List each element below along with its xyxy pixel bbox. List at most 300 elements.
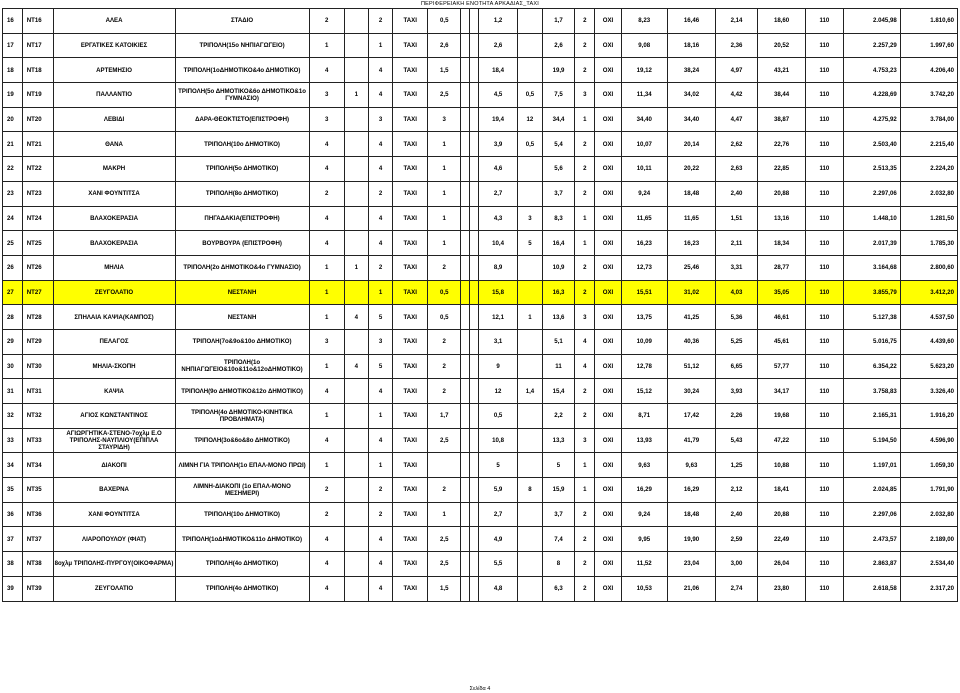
table-cell: ΤΑΧΙ: [393, 83, 428, 108]
table-cell: 5: [368, 354, 392, 379]
table-cell: 4,47: [716, 107, 758, 132]
table-cell: 34,02: [667, 83, 715, 108]
table-cell: 10,07: [621, 132, 667, 157]
table-cell: 1: [575, 453, 595, 478]
table-cell: [470, 404, 479, 429]
table-cell: 31,02: [667, 280, 715, 305]
table-cell: 2.297,06: [843, 502, 900, 527]
table-cell: 1,5: [428, 58, 461, 83]
table-cell: [344, 132, 368, 157]
table-cell: 2,40: [716, 181, 758, 206]
table-cell: [461, 404, 470, 429]
table-cell: [461, 58, 470, 83]
table-cell: [344, 502, 368, 527]
table-cell: [461, 552, 470, 577]
table-cell: 4.753,23: [843, 58, 900, 83]
table-cell: [470, 576, 479, 601]
table-cell: 110: [806, 58, 843, 83]
table-cell: 110: [806, 552, 843, 577]
table-cell: NT24: [22, 206, 53, 231]
table-cell: ΟΧΙ: [595, 231, 621, 256]
table-cell: 5.194,50: [843, 428, 900, 453]
table-cell: 110: [806, 478, 843, 503]
table-cell: 2: [575, 576, 595, 601]
table-cell: 13,93: [621, 428, 667, 453]
table-cell: 110: [806, 181, 843, 206]
table-cell: 2: [575, 502, 595, 527]
table-cell: ΤΑΧΙ: [393, 206, 428, 231]
table-cell: 0,5: [518, 83, 542, 108]
table-cell: 4,8: [478, 576, 518, 601]
table-cell: ΒΛΑΧΟΚΕΡΑΣΙΑ: [53, 231, 175, 256]
table-cell: 1: [428, 206, 461, 231]
table-cell: 1.059,30: [900, 453, 957, 478]
table-cell: [470, 329, 479, 354]
table-cell: 1: [309, 33, 344, 58]
table-cell: 2: [575, 33, 595, 58]
table-cell: ΟΧΙ: [595, 478, 621, 503]
table-cell: 2: [368, 255, 392, 280]
table-cell: 5,25: [716, 329, 758, 354]
table-cell: ΤΑΧΙ: [393, 404, 428, 429]
table-row: [3, 157, 958, 182]
table-cell: 4,5: [478, 83, 518, 108]
table-cell: ΟΧΙ: [595, 404, 621, 429]
table-cell: 38,44: [757, 83, 805, 108]
table-cell: 5,9: [478, 478, 518, 503]
table-cell: 0,5: [478, 404, 518, 429]
table-cell: 110: [806, 428, 843, 453]
table-cell: 20,22: [667, 157, 715, 182]
table-cell: 1: [428, 132, 461, 157]
table-cell: 2: [575, 132, 595, 157]
table-cell: ΛΙΜΝΗ-ΔΙΑΚΟΠΙ (1ο ΕΠΑΛ-ΜΟΝΟ ΜΕΣΗΜΕΡΙ): [175, 478, 309, 503]
table-cell: 1: [428, 502, 461, 527]
table-cell: 110: [806, 453, 843, 478]
table-cell: 25,46: [667, 255, 715, 280]
table-cell: 2.534,40: [900, 552, 957, 577]
table-cell: 2.017,39: [843, 231, 900, 256]
table-cell: 11,65: [667, 206, 715, 231]
table-cell: ΤΡΙΠΟΛΗ(10ο ΔΗΜΟΤΙΚΟ): [175, 502, 309, 527]
table-cell: 110: [806, 255, 843, 280]
table-cell: 3,7: [542, 502, 575, 527]
table-cell: 39: [3, 576, 23, 601]
table-cell: ΤΑΧΙ: [393, 181, 428, 206]
table-cell: [461, 33, 470, 58]
table-cell: NT27: [22, 280, 53, 305]
table-cell: 2: [575, 280, 595, 305]
table-row: [3, 231, 958, 256]
routes-table: [2, 8, 958, 602]
table-cell: [518, 576, 542, 601]
table-cell: 2: [309, 478, 344, 503]
table-cell: 17: [3, 33, 23, 58]
table-cell: [470, 83, 479, 108]
table-cell: 30,24: [667, 379, 715, 404]
table-cell: [461, 502, 470, 527]
table-cell: [461, 527, 470, 552]
table-cell: 4: [368, 157, 392, 182]
table-cell: 3.164,68: [843, 255, 900, 280]
table-cell: 110: [806, 404, 843, 429]
table-cell: [470, 502, 479, 527]
table-cell: 1: [428, 231, 461, 256]
table-cell: 5: [518, 231, 542, 256]
table-cell: 12: [478, 379, 518, 404]
table-cell: 22,85: [757, 157, 805, 182]
table-cell: ΟΧΙ: [595, 83, 621, 108]
table-cell: ΜΑΚΡΗ: [53, 157, 175, 182]
table-cell: ΤΡΙΠΟΛΗ(4ο ΔΗΜΟΤΙΚΟ): [175, 576, 309, 601]
table-cell: ΤΡΙΠΟΛΗ(1ο ΝΗΠΙΑΓΩΓΕΙΟ&10ο&11ο&12οΔΗΜΟΤΙΚΟ): [175, 354, 309, 379]
table-row: [3, 502, 958, 527]
table-cell: [518, 502, 542, 527]
table-cell: 34,17: [757, 379, 805, 404]
table-cell: 16,29: [667, 478, 715, 503]
table-cell: 18,48: [667, 181, 715, 206]
table-cell: ΛΙΜΝΗ ΓΙΑ ΤΡΙΠΟΛΗ(1ο ΕΠΑΛ-ΜΟΝΟ ΠΡΩΙ): [175, 453, 309, 478]
table-cell: ΤΡΙΠΟΛΗ(5ο ΔΗΜΟΤΙΚΟ): [175, 157, 309, 182]
table-cell: ΤΑΧΙ: [393, 428, 428, 453]
table-cell: ΤΑΧΙ: [393, 255, 428, 280]
table-cell: [344, 181, 368, 206]
table-cell: [344, 552, 368, 577]
table-cell: 110: [806, 132, 843, 157]
table-cell: [344, 157, 368, 182]
table-cell: ΤΡΙΠΟΛΗ(10ο ΔΗΜΟΤΙΚΟ): [175, 132, 309, 157]
table-cell: [461, 9, 470, 34]
table-cell: [518, 58, 542, 83]
table-cell: 2,74: [716, 576, 758, 601]
table-cell: ΤΡΙΠΟΛΗ(1οΔΗΜΟΤΙΚΟ&4ο ΔΗΜΟΤΙΚΟ): [175, 58, 309, 83]
table-cell: [470, 305, 479, 330]
table-cell: 37: [3, 527, 23, 552]
table-cell: 21: [3, 132, 23, 157]
table-cell: [344, 379, 368, 404]
table-cell: ΑΓΙΩΡΓΗΤΙΚΑ-ΣΤΕΝΟ-7οχλμ Ε.Ο ΤΡΙΠΟΛΗΣ-ΝΑΥΠΛΙΟΥ(ΕΠΙΠΛΑ ΣΤΑΥΡΙΔΗ): [53, 428, 175, 453]
table-cell: ΟΧΙ: [595, 255, 621, 280]
table-cell: 2.800,60: [900, 255, 957, 280]
table-cell: 110: [806, 305, 843, 330]
table-row: [3, 552, 958, 577]
table-cell: 8,23: [621, 9, 667, 34]
table-cell: ΟΧΙ: [595, 453, 621, 478]
table-cell: 4: [575, 354, 595, 379]
table-cell: 15,4: [542, 379, 575, 404]
table-cell: 5.016,75: [843, 329, 900, 354]
table-cell: 2: [575, 255, 595, 280]
table-cell: 8,71: [621, 404, 667, 429]
table-cell: 3: [309, 329, 344, 354]
table-cell: [461, 231, 470, 256]
table-cell: 2,6: [428, 33, 461, 58]
table-cell: 1: [368, 33, 392, 58]
table-cell: ΖΕΥΓΟΛΑΤΙΟ: [53, 280, 175, 305]
table-cell: 110: [806, 33, 843, 58]
table-cell: 4: [309, 576, 344, 601]
table-cell: 2,62: [716, 132, 758, 157]
table-cell: 18,60: [757, 9, 805, 34]
table-cell: 4: [309, 552, 344, 577]
table-cell: [518, 453, 542, 478]
table-cell: ΟΧΙ: [595, 181, 621, 206]
table-cell: ΒΟΥΡΒΟΥΡΑ (ΕΠΙΣΤΡΟΦΗ): [175, 231, 309, 256]
table-cell: [344, 576, 368, 601]
table-cell: 2: [575, 9, 595, 34]
table-cell: NT39: [22, 576, 53, 601]
table-cell: 43,21: [757, 58, 805, 83]
table-cell: NT25: [22, 231, 53, 256]
table-cell: [518, 9, 542, 34]
table-cell: 1.791,90: [900, 478, 957, 503]
table-cell: ΤΡΙΠΟΛΗ(4ο ΔΗΜΟΤΙΚΟ): [175, 552, 309, 577]
table-cell: 19,12: [621, 58, 667, 83]
table-cell: 3,7: [542, 181, 575, 206]
table-cell: 3.855,79: [843, 280, 900, 305]
table-cell: 1.281,50: [900, 206, 957, 231]
table-row: [3, 9, 958, 34]
table-cell: 18,16: [667, 33, 715, 58]
table-cell: [344, 280, 368, 305]
table-cell: 16,23: [667, 231, 715, 256]
table-cell: ΤΑΧΙ: [393, 354, 428, 379]
table-cell: 2,59: [716, 527, 758, 552]
table-row: [3, 478, 958, 503]
table-cell: [461, 157, 470, 182]
table-cell: 2: [428, 255, 461, 280]
table-cell: [461, 83, 470, 108]
table-cell: 3: [368, 107, 392, 132]
table-cell: 110: [806, 354, 843, 379]
table-cell: 4.206,40: [900, 58, 957, 83]
table-cell: 3: [575, 305, 595, 330]
table-cell: 24: [3, 206, 23, 231]
table-cell: ΤΑΧΙ: [393, 157, 428, 182]
table-cell: ΧΑΝΙ ΦΟΥΝΤΙΤΣΑ: [53, 502, 175, 527]
table-cell: 4.596,90: [900, 428, 957, 453]
table-cell: 33: [3, 428, 23, 453]
table-cell: 12,78: [621, 354, 667, 379]
table-cell: ΟΧΙ: [595, 354, 621, 379]
table-cell: 22: [3, 157, 23, 182]
table-cell: 0,5: [518, 132, 542, 157]
table-cell: ΣΠΗΛΑΙΑ ΚΑΨΙΑ(ΚΑΜΠΟΣ): [53, 305, 175, 330]
table-cell: [518, 428, 542, 453]
table-cell: 4: [368, 428, 392, 453]
table-cell: 9,24: [621, 502, 667, 527]
table-cell: ΤΑΧΙ: [393, 280, 428, 305]
table-cell: ΤΡΙΠΟΛΗ(4ο ΔΗΜΟΤΙΚΟ-ΚΙΝΗΤΙΚΑ ΠΡΟΒΛΗΜΑΤΑ): [175, 404, 309, 429]
table-cell: ΤΑΧΙ: [393, 107, 428, 132]
table-cell: [518, 404, 542, 429]
table-cell: 4: [309, 132, 344, 157]
table-cell: 10,53: [621, 576, 667, 601]
table-cell: 12,73: [621, 255, 667, 280]
table-cell: [344, 428, 368, 453]
table-cell: 38: [3, 552, 23, 577]
table-cell: 2: [368, 478, 392, 503]
table-cell: 4: [309, 428, 344, 453]
table-cell: 22,49: [757, 527, 805, 552]
table-cell: [461, 107, 470, 132]
table-cell: 1: [575, 107, 595, 132]
table-cell: 2: [575, 58, 595, 83]
table-cell: NT26: [22, 255, 53, 280]
table-cell: 2.863,87: [843, 552, 900, 577]
table-cell: 18,48: [667, 502, 715, 527]
table-cell: 2.513,35: [843, 157, 900, 182]
table-cell: 3.326,40: [900, 379, 957, 404]
table-cell: 38,24: [667, 58, 715, 83]
table-cell: 2.503,40: [843, 132, 900, 157]
table-cell: 2: [368, 502, 392, 527]
table-cell: 27: [3, 280, 23, 305]
table-cell: 10,88: [757, 453, 805, 478]
table-cell: 1,4: [518, 379, 542, 404]
table-cell: [518, 280, 542, 305]
table-row: [3, 404, 958, 429]
table-cell: ΟΧΙ: [595, 502, 621, 527]
table-cell: 15,12: [621, 379, 667, 404]
table-cell: 2,7: [478, 181, 518, 206]
table-cell: 2: [428, 478, 461, 503]
table-cell: 23: [3, 181, 23, 206]
table-cell: 5,36: [716, 305, 758, 330]
table-cell: ΟΧΙ: [595, 428, 621, 453]
table-cell: [461, 453, 470, 478]
table-cell: ΤΑΧΙ: [393, 329, 428, 354]
table-cell: [518, 329, 542, 354]
table-cell: 1: [309, 404, 344, 429]
table-cell: ΛΙΑΡΟΠΟΥΛΟΥ (ΦΙΑΤ): [53, 527, 175, 552]
table-cell: 2: [368, 9, 392, 34]
table-cell: 4.537,50: [900, 305, 957, 330]
table-cell: 26,04: [757, 552, 805, 577]
table-cell: ΤΑΧΙ: [393, 9, 428, 34]
table-cell: [470, 453, 479, 478]
table-cell: 10,8: [478, 428, 518, 453]
table-cell: 2: [575, 527, 595, 552]
table-cell: 32: [3, 404, 23, 429]
table-cell: ΟΧΙ: [595, 305, 621, 330]
table-cell: 4.439,60: [900, 329, 957, 354]
table-cell: ΟΧΙ: [595, 157, 621, 182]
table-cell: 5,4: [542, 132, 575, 157]
table-cell: 4: [368, 206, 392, 231]
table-row: [3, 453, 958, 478]
table-cell: [461, 255, 470, 280]
table-cell: 18,41: [757, 478, 805, 503]
table-cell: [470, 552, 479, 577]
table-cell: 1.785,30: [900, 231, 957, 256]
table-cell: ΧΑΝΙ ΦΟΥΝΤΙΤΣΑ: [53, 181, 175, 206]
table-cell: ΝΕΣΤΑΝΗ: [175, 280, 309, 305]
table-cell: [470, 478, 479, 503]
table-cell: NT16: [22, 9, 53, 34]
table-cell: ΤΑΧΙ: [393, 453, 428, 478]
table-cell: 2: [575, 157, 595, 182]
table-cell: 2,6: [478, 33, 518, 58]
table-cell: 4: [368, 527, 392, 552]
table-cell: [344, 478, 368, 503]
table-cell: 4,03: [716, 280, 758, 305]
table-cell: NT29: [22, 329, 53, 354]
table-cell: 30: [3, 354, 23, 379]
table-cell: 2,26: [716, 404, 758, 429]
table-row: [3, 181, 958, 206]
table-cell: 110: [806, 576, 843, 601]
table-cell: [344, 453, 368, 478]
table-cell: 5,5: [478, 552, 518, 577]
table-cell: ΤΑΧΙ: [393, 132, 428, 157]
table-cell: 8: [542, 552, 575, 577]
table-cell: 1,51: [716, 206, 758, 231]
table-cell: 2,5: [428, 83, 461, 108]
table-cell: 110: [806, 9, 843, 34]
table-row: [3, 280, 958, 305]
table-cell: 2: [575, 552, 595, 577]
table-cell: 6.354,22: [843, 354, 900, 379]
table-cell: 2: [575, 404, 595, 429]
table-row: [3, 354, 958, 379]
table-cell: ΜΗΛΙΑ-ΣΚΟΠΗ: [53, 354, 175, 379]
table-cell: ΘΑΝΑ: [53, 132, 175, 157]
page-footer: Σελίδα 4: [469, 686, 491, 692]
table-cell: 3: [428, 107, 461, 132]
table-cell: 1: [428, 157, 461, 182]
table-cell: 2: [309, 9, 344, 34]
table-cell: [470, 181, 479, 206]
table-cell: NT33: [22, 428, 53, 453]
table-cell: 11,52: [621, 552, 667, 577]
table-cell: 1.810,60: [900, 9, 957, 34]
table-cell: 2: [309, 502, 344, 527]
table-cell: 9,08: [621, 33, 667, 58]
table-cell: 2: [309, 181, 344, 206]
table-cell: 34,40: [621, 107, 667, 132]
table-cell: 1: [368, 404, 392, 429]
table-cell: 36: [3, 502, 23, 527]
table-cell: 5.623,20: [900, 354, 957, 379]
table-cell: 1.997,60: [900, 33, 957, 58]
table-cell: [470, 157, 479, 182]
table-cell: NT32: [22, 404, 53, 429]
table-cell: 2.297,06: [843, 181, 900, 206]
table-cell: [461, 206, 470, 231]
table-cell: ΤΑΧΙ: [393, 576, 428, 601]
table-row: [3, 576, 958, 601]
table-cell: 16,46: [667, 9, 715, 34]
table-cell: 20: [3, 107, 23, 132]
table-cell: 28,77: [757, 255, 805, 280]
table-cell: ΤΑΧΙ: [393, 502, 428, 527]
table-cell: 1: [368, 453, 392, 478]
table-cell: 40,36: [667, 329, 715, 354]
table-cell: 47,22: [757, 428, 805, 453]
table-cell: 7,5: [542, 83, 575, 108]
table-cell: 10,09: [621, 329, 667, 354]
table-cell: NT31: [22, 379, 53, 404]
table-cell: ΒΑΧΕΡΝΑ: [53, 478, 175, 503]
table-cell: NT28: [22, 305, 53, 330]
table-cell: 19,4: [478, 107, 518, 132]
table-cell: ΟΧΙ: [595, 552, 621, 577]
table-cell: ΤΡΙΠΟΛΗ(2ο ΔΗΜΟΤΙΚΟ&4ο ΓΥΜΝΑΣΙΟ): [175, 255, 309, 280]
table-cell: [470, 255, 479, 280]
table-cell: 2,36: [716, 33, 758, 58]
table-cell: 2: [575, 181, 595, 206]
